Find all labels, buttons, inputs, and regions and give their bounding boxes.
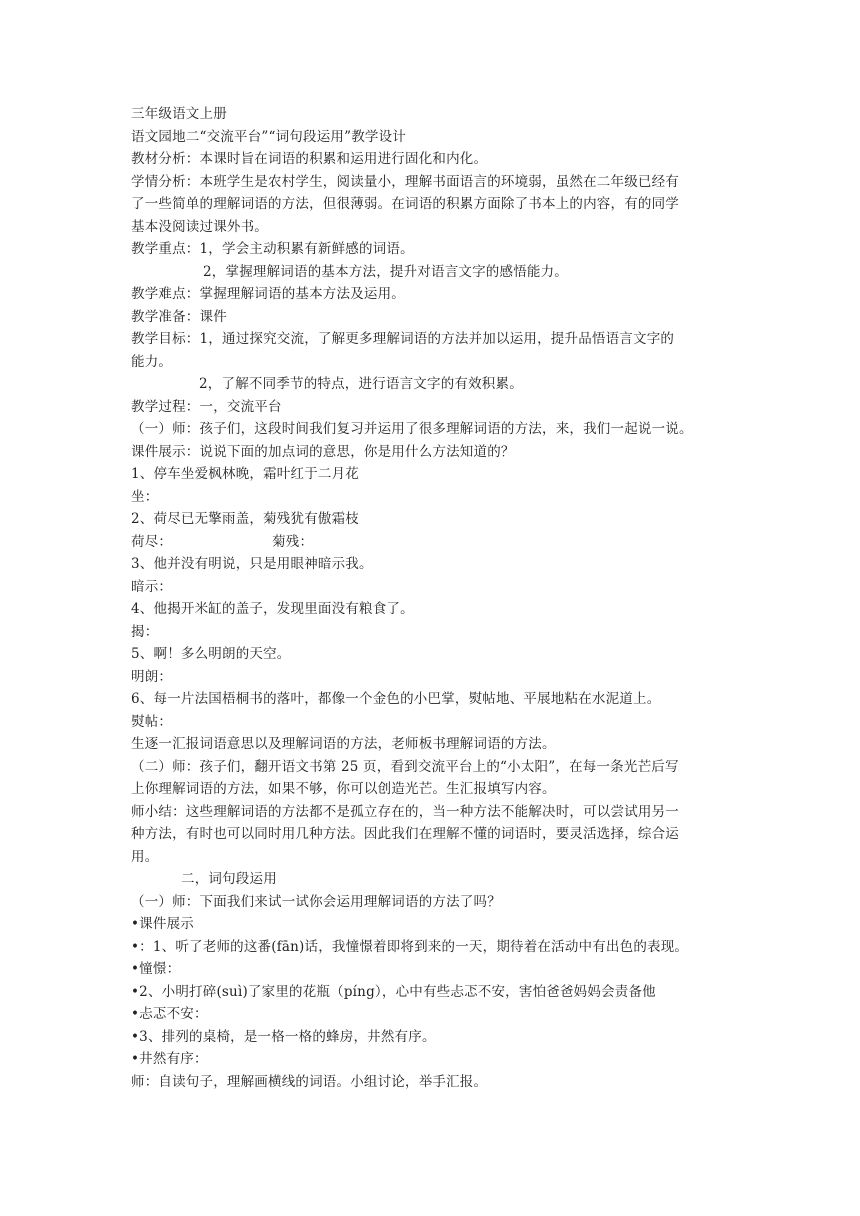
student-analysis-line: 学情分析：本班学生是农村学生，阅读量小，理解书面语言的环境弱，虽然在二年级已经有	[131, 173, 679, 190]
teaching-goal-1-cont: 能力。	[131, 353, 173, 370]
summary-line: 师小结：这些理解词语的方法都不是孤立存在的，当一种方法不能解决时，可以尝试用另一	[131, 803, 679, 820]
item-2-answers	[131, 531, 736, 554]
paragraph-2: （二）师：孩子们，翻开语文书第 25 页，看到交流平台上的“小太阳”，在每一条光芒后写	[131, 758, 679, 775]
teaching-goal-1: 教学目标：1，通过探究交流，了解更多理解词语的方法并加以运用，提升品悟语言文字的	[131, 331, 675, 347]
bullet-line: •憧憬：	[131, 961, 181, 977]
teaching-focus-1: 教学重点：1，学会主动积累有新鲜感的词语。	[131, 241, 414, 257]
bullet-line: •3、排列的桌椅，是一格一格的蜂房，井然有序。	[131, 1028, 436, 1045]
paragraph-2-cont: 上你理解词语的方法，如果不够，你可以创造光芒。生汇报填写内容。	[131, 781, 556, 797]
bullet-line: •2、小明打碎(suì)了家里的花瓶（píng），心中有些忐忑不安，害怕爸爸妈妈会责备他	[131, 983, 656, 1000]
item-2: 2、荷尽已无擎雨盖，菊残犹有傲霜枝	[131, 511, 359, 527]
doc-title: 语文园地二“交流平台”“词句段运用”教学设计	[131, 128, 407, 145]
grade-line: 三年级语文上册	[131, 106, 227, 122]
closing-line: 师：自读句子，理解画横线的词语。小组讨论，举手汇报。	[131, 1073, 488, 1090]
courseware-show: 课件展示：说说下面的加点词的意思，你是用什么方法知道的？	[131, 443, 515, 460]
item-1: 1、停车坐爱枫林晚，霜叶红于二月花	[131, 466, 359, 482]
student-analysis-line: 了一些简单的理解词语的方法，但很薄弱。在词语的积累方面除了书本上的内容，有的同学	[131, 196, 679, 212]
teaching-process: 教学过程：一，交流平台	[131, 398, 282, 415]
item-4-answer: 揭：	[131, 623, 159, 640]
section-2-heading: 二，词句段运用	[181, 871, 277, 887]
teaching-difficulty: 教学难点：掌握理解词语的基本方法及运用。	[131, 286, 405, 302]
bullet-line: •忐忑不安：	[131, 1006, 208, 1022]
item-5: 5、啊！多么明朗的天空。	[131, 646, 291, 662]
item-1-answer: 坐：	[131, 488, 159, 505]
item-6: 6、每一片法国梧桐书的落叶，都像一个金色的小巴掌，熨帖地、平展地粘在水泥道上。	[131, 691, 661, 707]
teaching-goal-2: 2，了解不同季节的特点，进行语言文字的有效积累。	[199, 376, 523, 392]
item-2-answer-a: 荷尽：	[131, 533, 173, 550]
item-2-answer-b: 菊残：	[272, 533, 314, 550]
paragraph-1: （一）师：孩子们，这段时间我们复习并运用了很多理解词语的方法，来，我们一起说一说。	[131, 421, 693, 437]
bullet-line: •课件展示	[131, 916, 194, 932]
summary-line: 用。	[131, 848, 159, 865]
teaching-focus-2: 2，掌握理解词语的基本方法，提升对语言文字的感悟能力。	[203, 263, 568, 280]
student-analysis-line: 基本没阅读过课外书。	[131, 218, 268, 235]
item-4: 4、他揭开米缸的盖子，发现里面没有粮食了。	[131, 601, 414, 617]
section-2-question: （一）师：下面我们来试一试你会运用理解词语的方法了吗？	[131, 893, 501, 910]
bullet-line: •：1、听了老师的这番(fān)话，我憧憬着即将到来的一天，期待着在活动中有出色的表现。	[131, 938, 689, 955]
teaching-prep: 教学准备：课件	[131, 308, 227, 325]
student-report: 生逐一汇报词语意思以及理解词语的方法，老师板书理解词语的方法。	[131, 736, 556, 752]
material-analysis: 教材分析：本课时旨在词语的积累和运用进行固化和内化。	[131, 151, 488, 167]
document-body	[131, 103, 736, 1093]
item-3-answer: 暗示：	[131, 578, 173, 595]
bullet-line: •井然有序：	[131, 1051, 208, 1067]
item-5-answer: 明朗：	[131, 668, 173, 685]
summary-line: 种方法，有时也可以同时用几种方法。因此我们在理解不懂的词语时，要灵活选择，综合运	[131, 826, 679, 842]
item-3: 3、他并没有明说，只是用眼神暗示我。	[131, 556, 373, 572]
item-6-answer: 熨帖：	[131, 713, 173, 730]
